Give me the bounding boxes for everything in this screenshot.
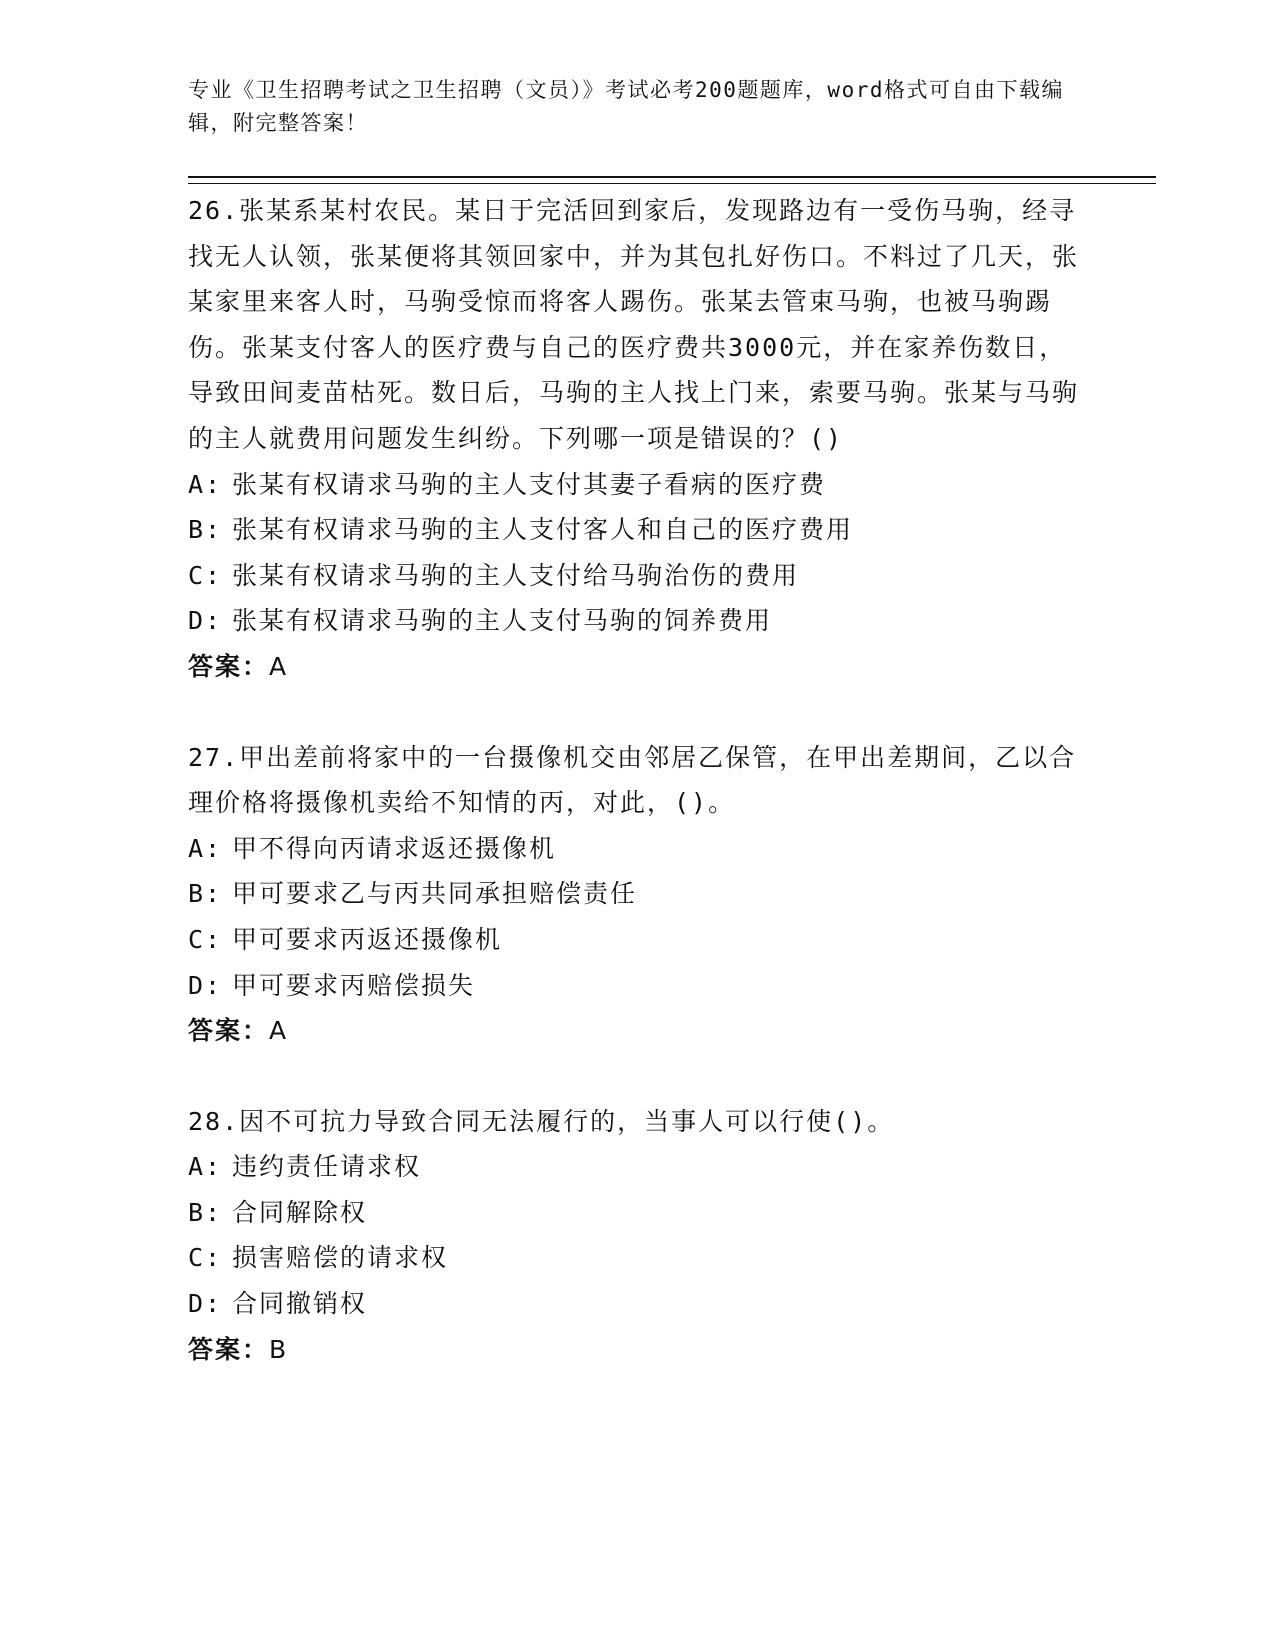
option-letter: D:: [188, 970, 223, 1000]
option-text: 合同撤销权: [232, 1289, 368, 1319]
option-text: 张某有权请求马驹的主人支付客人和自己的医疗费用: [232, 515, 854, 545]
option-c: [188, 917, 1088, 963]
answer-label: 答案：: [188, 1016, 270, 1046]
answer-line: [188, 644, 1088, 690]
question-28: [188, 1099, 1088, 1373]
question-27: [188, 735, 1088, 1054]
question-stem: 26.张某系某村农民。某日于完活回到家后，发现路边有一受伤马驹，经寻找无人认领，张某便将其领回家中，并为其包扎好伤口。不料过了几天，张某家里来客人时，马驹受惊而将客人踢伤。张某去管束马驹，也被马驹踢伤。张某支付客人的医疗费与自己的医疗费共3000元，并在家养伤数日，导致田间麦苗枯死。数日后，马驹的主人找上门来，索要马驹。张某与马驹的主人就费用问题发生纠纷。下列哪一项是错误的？(): [188, 196, 1080, 453]
option-letter: A:: [188, 469, 223, 499]
option-c: [188, 553, 1088, 599]
answer-value: A: [269, 651, 289, 681]
option-letter: C:: [188, 924, 223, 954]
option-letter: A:: [188, 833, 223, 863]
question-26: [188, 188, 1088, 690]
option-text: 甲可要求丙返还摄像机: [232, 924, 503, 954]
option-d: [188, 598, 1088, 644]
option-text: 甲可要求丙赔偿损失: [232, 970, 476, 1000]
option-letter: C:: [188, 1243, 223, 1273]
question-list: [188, 188, 1088, 1417]
option-text: 张某有权请求马驹的主人支付给马驹治伤的费用: [232, 560, 800, 590]
option-text: 甲不得向丙请求返还摄像机: [232, 833, 557, 863]
option-letter: C:: [188, 560, 223, 590]
header-rule-thick: [188, 176, 1156, 178]
option-letter: A:: [188, 1152, 223, 1182]
answer-value: A: [269, 1016, 289, 1046]
option-d: [188, 963, 1088, 1009]
option-d: [188, 1281, 1088, 1327]
option-text: 张某有权请求马驹的主人支付马驹的饲养费用: [232, 606, 773, 636]
option-text: 甲可要求乙与丙共同承担赔偿责任: [232, 879, 638, 909]
option-b: [188, 1190, 1088, 1236]
question-stem: 27.甲出差前将家中的一台摄像机交由邻居乙保管，在甲出差期间，乙以合理价格将摄像机卖给不知情的丙，对此，()。: [188, 742, 1077, 818]
option-text: 损害赔偿的请求权: [232, 1243, 449, 1273]
answer-line: [188, 1327, 1088, 1373]
option-text: 张某有权请求马驹的主人支付其妻子看病的医疗费: [232, 469, 827, 499]
option-b: [188, 871, 1088, 917]
answer-value: B: [269, 1334, 289, 1364]
option-letter: B:: [188, 515, 223, 545]
option-text: 违约责任请求权: [232, 1152, 422, 1182]
question-stem: 28.因不可抗力导致合同无法履行的，当事人可以行使()。: [188, 1106, 895, 1136]
option-letter: D:: [188, 1289, 223, 1319]
answer-line: [188, 1008, 1088, 1054]
option-letter: B:: [188, 1197, 223, 1227]
answer-label: 答案：: [188, 651, 270, 681]
option-a: [188, 462, 1088, 508]
header-rule-thin: [188, 183, 1156, 184]
option-letter: B:: [188, 879, 223, 909]
answer-label: 答案：: [188, 1334, 270, 1364]
option-c: [188, 1235, 1088, 1281]
option-letter: D:: [188, 606, 223, 636]
option-b: [188, 507, 1088, 553]
document-header: 专业《卫生招聘考试之卫生招聘（文员）》考试必考200题题库，word格式可自由下载编辑，附完整答案！: [188, 78, 1064, 135]
option-text: 合同解除权: [232, 1197, 368, 1227]
option-a: [188, 1144, 1088, 1190]
option-a: [188, 826, 1088, 872]
